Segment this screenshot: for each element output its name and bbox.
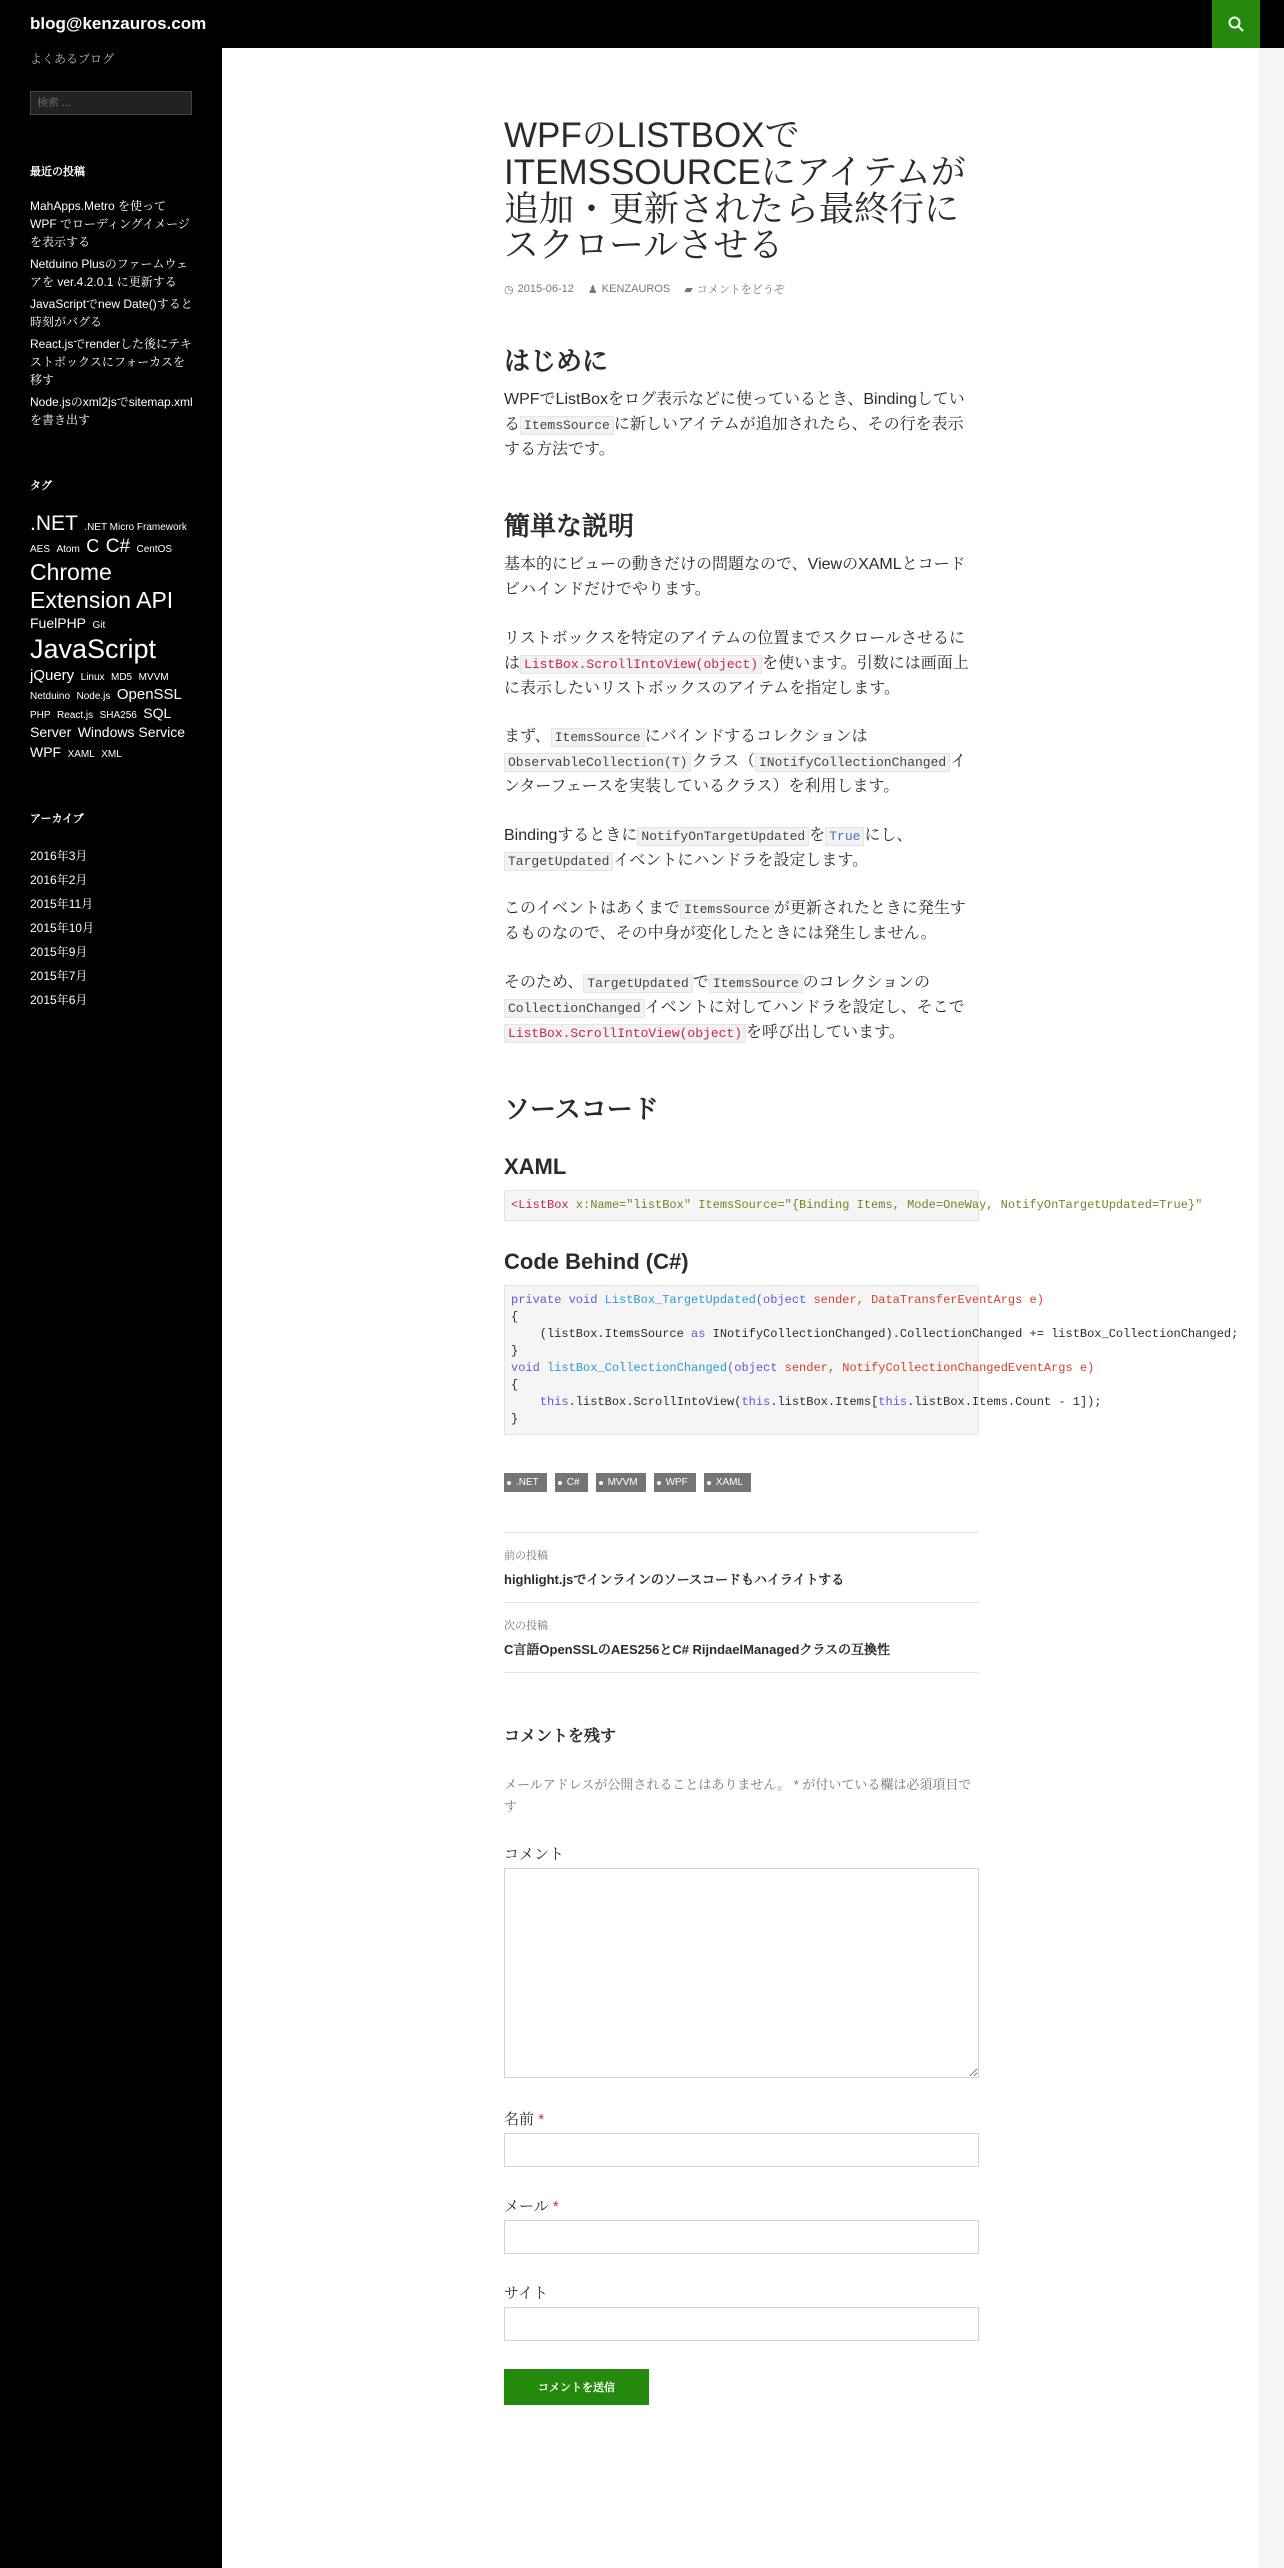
comments-link[interactable] — [684, 281, 784, 297]
archive-link[interactable]: 2015年11月 — [30, 896, 94, 911]
recent-posts-list — [30, 197, 195, 429]
top-bar — [0, 0, 1284, 48]
previous-post-label: 前の投稿 — [504, 1550, 548, 1563]
recent-post-link[interactable]: Node.jsのxml2jsでsitemap.xmlを書き出す — [30, 395, 193, 427]
tag-cloud-link[interactable]: WPF — [30, 743, 62, 760]
tag-cloud-link[interactable]: jQuery — [30, 666, 75, 684]
tag-cloud-link[interactable]: Linux — [80, 671, 105, 683]
paragraph: WPFでListBoxをログ表示などに使っているとき、Bindingしている ItemsSource に新しいアイテムが追加されたら、その行を表示する方法です。 — [504, 391, 965, 458]
tag-cloud-link[interactable]: React.js — [57, 710, 94, 722]
sidebar-search-input[interactable] — [30, 91, 192, 115]
tag-cloud-link[interactable]: FuelPHP — [30, 615, 87, 632]
tag-cloud-link[interactable]: Node.js — [76, 690, 111, 702]
tag-cloud-link[interactable]: Chrome Extension API — [30, 558, 174, 613]
tag-cloud-link[interactable]: SQL Server — [30, 705, 171, 741]
post-date[interactable] — [504, 281, 574, 297]
post-meta — [504, 281, 979, 297]
archives-title: アーカイブ — [30, 812, 84, 825]
post-tags — [504, 1473, 979, 1492]
post-author[interactable] — [588, 281, 670, 297]
clock-icon: ◷ — [504, 283, 514, 296]
post-article — [504, 116, 1239, 2405]
tag-cloud-link[interactable]: MD5 — [111, 671, 133, 683]
site-title[interactable]: blog@kenzauros.com — [30, 14, 207, 33]
paragraph: このイベントはあくまで ItemsSource が更新されたときに発生するものなので、その中身が変化したときには発生しません。 — [504, 900, 966, 943]
post-author-text: KENZAUROS — [601, 283, 671, 295]
post-tag-link[interactable]: WPF — [654, 1473, 696, 1492]
recent-post-link[interactable]: JavaScriptでnew Date()すると時刻がバグる — [30, 297, 193, 329]
inline-code: True — [825, 827, 864, 846]
heading-xaml: XAML — [504, 1154, 567, 1180]
paragraph: Bindingするときに NotifyOnTargetUpdated を True にし、TargetUpdated イベントにハンドラを設定します。 — [504, 826, 913, 869]
archives-list — [30, 844, 195, 1012]
site-description: よくあるブログ — [30, 52, 115, 66]
inline-code: ListBox.ScrollIntoView(object) — [504, 1024, 746, 1043]
tag-cloud — [30, 511, 195, 762]
recent-post-link[interactable]: MahApps.Metro を使って WPF でローディングイメージを表示する — [30, 199, 190, 249]
sidebar — [0, 0, 222, 2568]
user-icon: ♟ — [587, 283, 598, 296]
reply-title: コメントを残す — [504, 1728, 617, 1746]
tag-cloud-link[interactable]: .NET Micro Framework — [84, 522, 187, 533]
tag-cloud-link[interactable]: SHA256 — [99, 710, 137, 722]
comment-label: コメント — [504, 1845, 565, 1863]
name-label: 名前 * — [504, 2110, 545, 2128]
next-post-title: C言語OpenSSLのAES256とC# RijndaelManagedクラスの互換性 — [504, 1642, 891, 1658]
paragraph: リストボックスを特定のアイテムの位置までスクロールさせるには ListBox.ScrollIntoView(object) を使います。引数には画面上に表示したいリストボックスのアイテムを指定します。 — [504, 629, 969, 697]
next-post-link[interactable] — [504, 1603, 979, 1672]
post-tag-link[interactable]: C# — [555, 1473, 588, 1492]
inline-code: ObservableCollection(T) — [504, 753, 691, 772]
recent-post-link[interactable]: React.jsでrenderした後にテキストボックスにフォーカスを移す — [30, 337, 193, 387]
tag-cloud-link[interactable]: C — [86, 536, 100, 557]
tag-cloud-link[interactable]: .NET — [30, 512, 78, 535]
inline-code: NotifyOnTargetUpdated — [637, 827, 809, 846]
archive-link[interactable]: 2015年6月 — [30, 992, 88, 1007]
comments-link-text: コメントをどうぞ — [696, 284, 785, 296]
archive-link[interactable]: 2015年9月 — [30, 944, 88, 959]
previous-post-link[interactable] — [504, 1533, 979, 1603]
xaml-code-block[interactable]: <ListBox x:Name="listBox" ItemsSource="{Binding Items, Mode=OneWay, NotifyOnTargetUpdated=True}" — [504, 1190, 979, 1221]
post-navigation — [504, 1532, 979, 1673]
tag-cloud-link[interactable]: Git — [92, 620, 106, 632]
heading-source-code: ソースコード — [504, 1094, 659, 1125]
archive-link[interactable]: 2016年2月 — [30, 872, 88, 887]
heading-intro: はじめに — [504, 346, 609, 376]
archive-link[interactable]: 2015年10月 — [30, 920, 95, 935]
comment-icon: ▰ — [684, 283, 693, 296]
tag-cloud-link[interactable]: C# — [105, 536, 131, 558]
search-icon — [1227, 15, 1245, 33]
tag-cloud-link[interactable]: PHP — [30, 710, 51, 722]
comment-textarea[interactable] — [504, 1868, 979, 2078]
next-post-label: 次の投稿 — [504, 1620, 548, 1633]
post-tag-link[interactable]: MVVM — [596, 1473, 646, 1492]
main-content-area — [222, 48, 1259, 2568]
paragraph: そのため、 TargetUpdated で ItemsSource のコレクションのCollectionChanged イベントに対してハンドラを設定し、そこでListBox.ScrollIntoView(object) を呼び出しています。 — [504, 973, 965, 1041]
post-date-text: 2015-06-12 — [517, 283, 574, 295]
submit-comment-button[interactable]: コメントを送信 — [504, 2369, 649, 2405]
email-label: メール * — [504, 2197, 559, 2215]
inline-code: TargetUpdated — [504, 852, 613, 871]
recent-posts-title: 最近の投稿 — [30, 166, 85, 178]
website-label: サイト — [504, 2284, 548, 2302]
inline-code: INotifyCollectionChanged — [755, 753, 950, 772]
csharp-code-block[interactable]: private void ListBox_TargetUpdated(object sender, DataTransferEventArgs e) { (listBox.ItemsSource as INotifyCollectionChanged).CollectionChanged += listBox_CollectionChanged; } void listBox_CollectionChanged(object sender, NotifyCollectionChangedEventArgs e) { this.listBox.ScrollIntoView(this.listBox.Items[this.listBox.Items.Count - 1]); } — [504, 1285, 979, 1435]
tag-cloud-link[interactable]: Atom — [56, 544, 80, 556]
inline-code: ItemsSource — [680, 900, 774, 919]
inline-code: CollectionChanged — [504, 999, 645, 1018]
tag-cloud-link[interactable]: OpenSSL — [116, 685, 182, 703]
post-title: WPFのLISTBOXでITEMSSOURCEにアイテムが追加・更新されたら最終行にスクロールさせる — [504, 116, 966, 266]
comment-notes: メールアドレスが公開されることはありません。 * が付いている欄は必須項目です — [504, 1777, 972, 1815]
inline-code: ListBox.ScrollIntoView(object) — [520, 655, 762, 674]
inline-code: ItemsSource — [520, 416, 614, 435]
previous-post-title: highlight.jsでインラインのソースコードもハイライトする — [504, 1572, 845, 1588]
email-field[interactable] — [504, 2220, 979, 2254]
inline-code: TargetUpdated — [583, 974, 692, 993]
tags-title: タグ — [30, 480, 52, 492]
inline-code: ItemsSource — [709, 974, 803, 993]
tag-cloud-link[interactable]: XML — [101, 748, 122, 760]
heading-simple-explanation: 簡単な説明 — [504, 511, 635, 542]
search-toggle-button[interactable] — [1212, 0, 1260, 48]
tag-cloud-link[interactable]: CentOS — [136, 544, 173, 556]
tag-cloud-link[interactable]: MVVM — [138, 671, 169, 683]
archive-link[interactable]: 2016年3月 — [30, 848, 88, 863]
heading-code-behind: Code Behind (C#) — [504, 1249, 689, 1275]
post-tag-link[interactable]: XAML — [704, 1473, 751, 1492]
name-field[interactable] — [504, 2133, 979, 2167]
post-tag-link[interactable]: .NET — [504, 1473, 547, 1492]
paragraph: まず、 ItemsSource にバインドするコレクションはObservableCollection(T) クラス（ INotifyCollectionChanged インターフェースを実装しているクラス）を利用します。 — [504, 728, 967, 795]
website-field[interactable] — [504, 2307, 979, 2341]
tag-cloud-link[interactable]: AES — [30, 544, 51, 556]
archive-link[interactable]: 2015年7月 — [30, 968, 88, 983]
tag-cloud-link[interactable]: Netduino — [30, 690, 71, 702]
inline-code: ItemsSource — [551, 728, 645, 747]
tag-cloud-link[interactable]: XAML — [67, 748, 95, 760]
tag-cloud-link[interactable]: Windows Service — [77, 724, 186, 741]
tag-cloud-link[interactable]: JavaScript — [30, 634, 157, 665]
recent-post-link[interactable]: Netduino Plusのファームウェアを ver.4.2.0.1 に更新する — [30, 257, 188, 289]
paragraph: 基本的にビューの動きだけの問題なので、ViewのXAMLとコードビハインドだけでやります。 — [504, 556, 966, 599]
